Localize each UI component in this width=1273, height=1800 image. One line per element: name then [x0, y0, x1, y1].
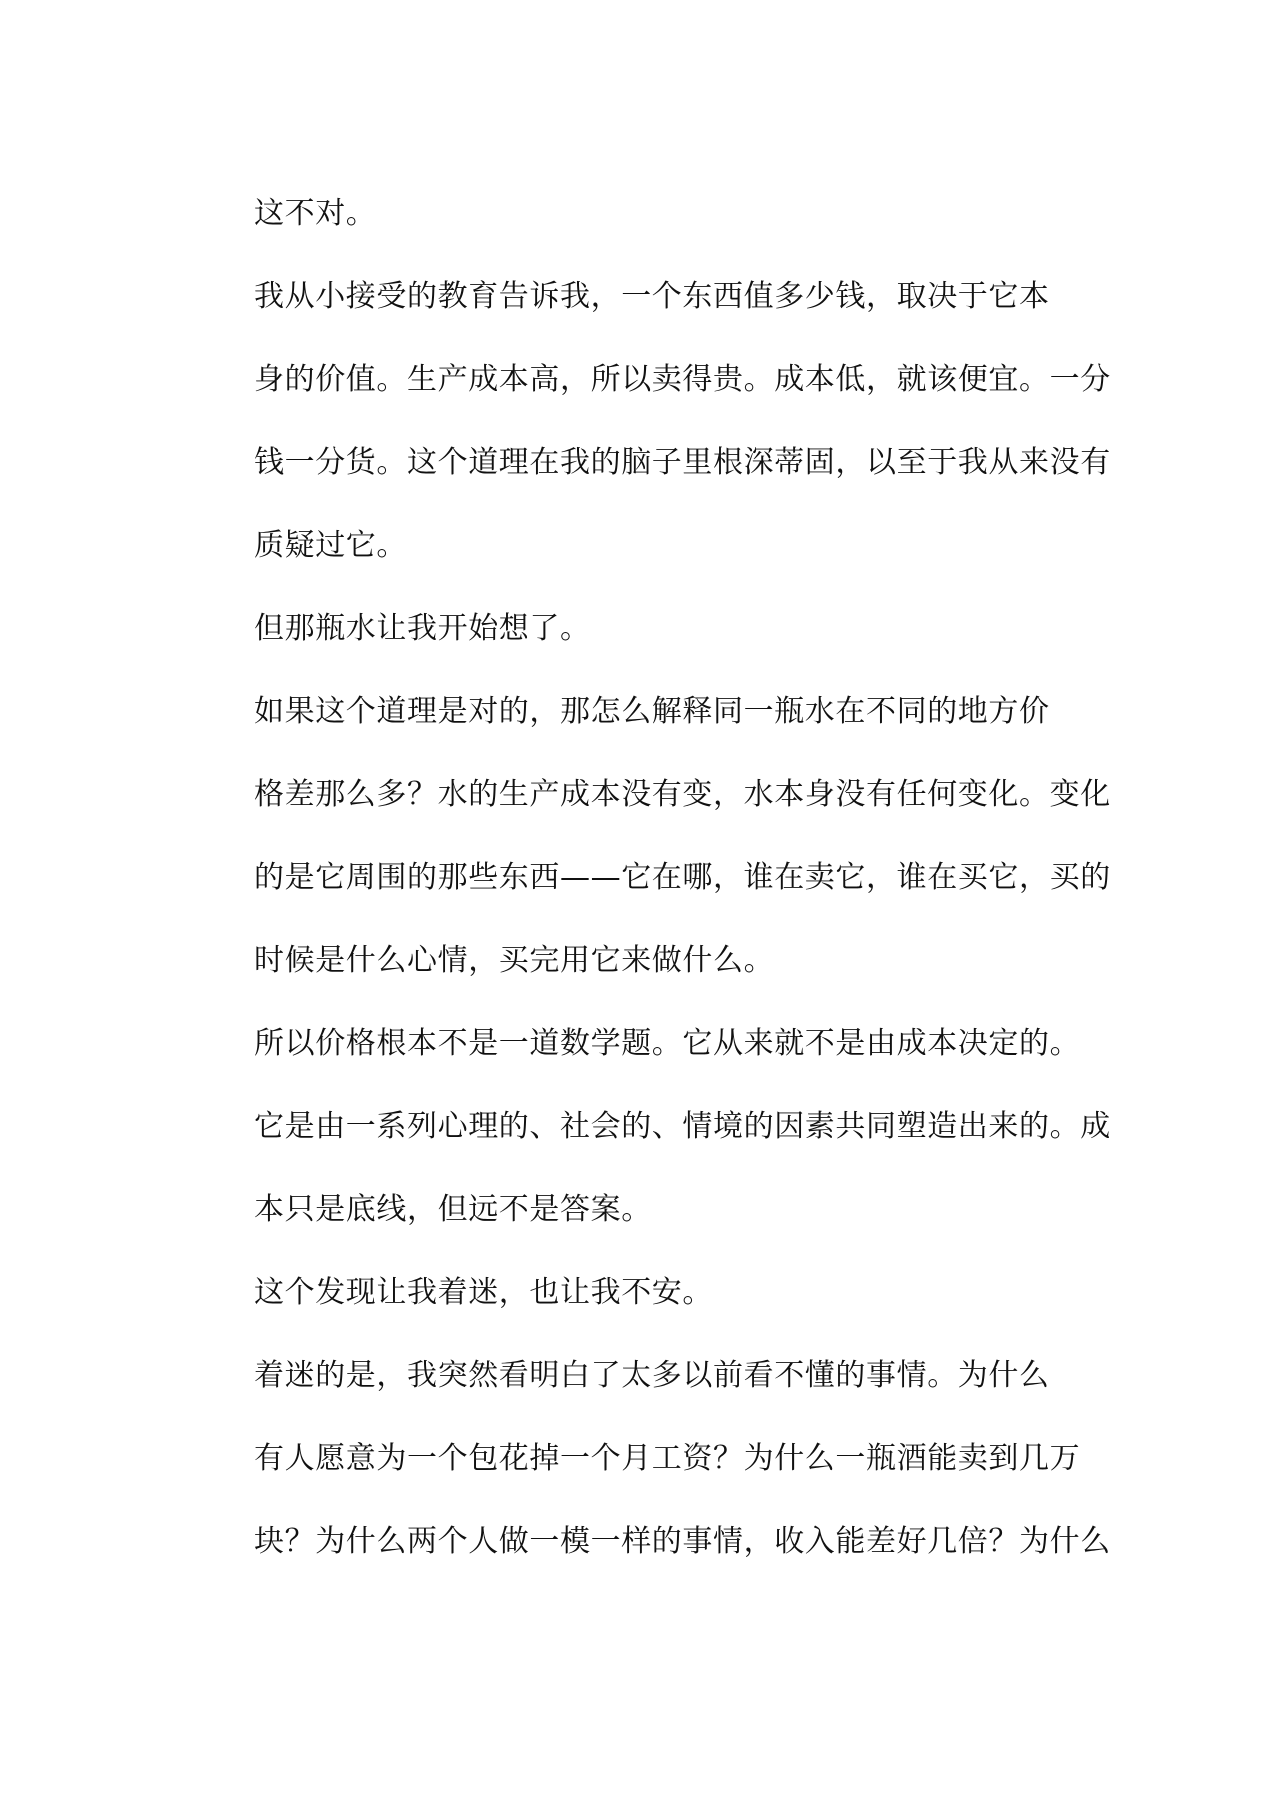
paragraph-line: 块？为什么两个人做一模一样的事情，收入能差好几倍？为什么	[254, 1524, 1111, 1559]
paragraph-line: 时候是什么心情，买完用它来做什么。	[254, 943, 775, 978]
body-text	[192, 172, 1111, 1583]
paragraph-line: 本只是底线，但远不是答案。	[254, 1192, 652, 1227]
paragraph-line: 格差那么多？水的生产成本没有变，水本身没有任何变化。变化	[254, 777, 1111, 812]
paragraph-3	[192, 587, 1088, 670]
paragraph-line: 的是它周围的那些东西——它在哪，谁在卖它，谁在买它，买的	[254, 860, 1111, 895]
paragraph-line: 如果这个道理是对的，那怎么解释同一瓶水在不同的地方价	[254, 694, 1050, 729]
paragraph-line: 质疑过它。	[254, 528, 407, 563]
paragraph-line: 这不对。	[254, 196, 377, 231]
paragraph-line: 我从小接受的教育告诉我，一个东西值多少钱，取决于它本	[254, 279, 1050, 314]
paragraph-line: 但那瓶水让我开始想了。	[254, 611, 591, 646]
paragraph-6	[192, 1251, 1088, 1334]
paragraph-line: 着迷的是，我突然看明白了太多以前看不懂的事情。为什么	[254, 1358, 1050, 1393]
paragraph-line: 它是由一系列心理的、社会的、情境的因素共同塑造出来的。成	[254, 1109, 1111, 1144]
paragraph-5	[192, 1002, 1111, 1251]
paragraph-line: 钱一分货。这个道理在我的脑子里根深蒂固，以至于我从来没有	[254, 445, 1111, 480]
paragraph-line: 身的价值。生产成本高，所以卖得贵。成本低，就该便宜。一分	[254, 362, 1111, 397]
paragraph-1	[192, 172, 1088, 255]
paragraph-7	[192, 1334, 1111, 1583]
paragraph-2	[192, 255, 1111, 587]
paragraph-line: 有人愿意为一个包花掉一个月工资？为什么一瓶酒能卖到几万	[254, 1441, 1081, 1476]
paragraph-4	[192, 670, 1111, 1002]
paragraph-line: 这个发现让我着迷，也让我不安。	[254, 1275, 713, 1310]
paragraph-line: 所以价格根本不是一道数学题。它从来就不是由成本决定的。	[254, 1026, 1081, 1061]
